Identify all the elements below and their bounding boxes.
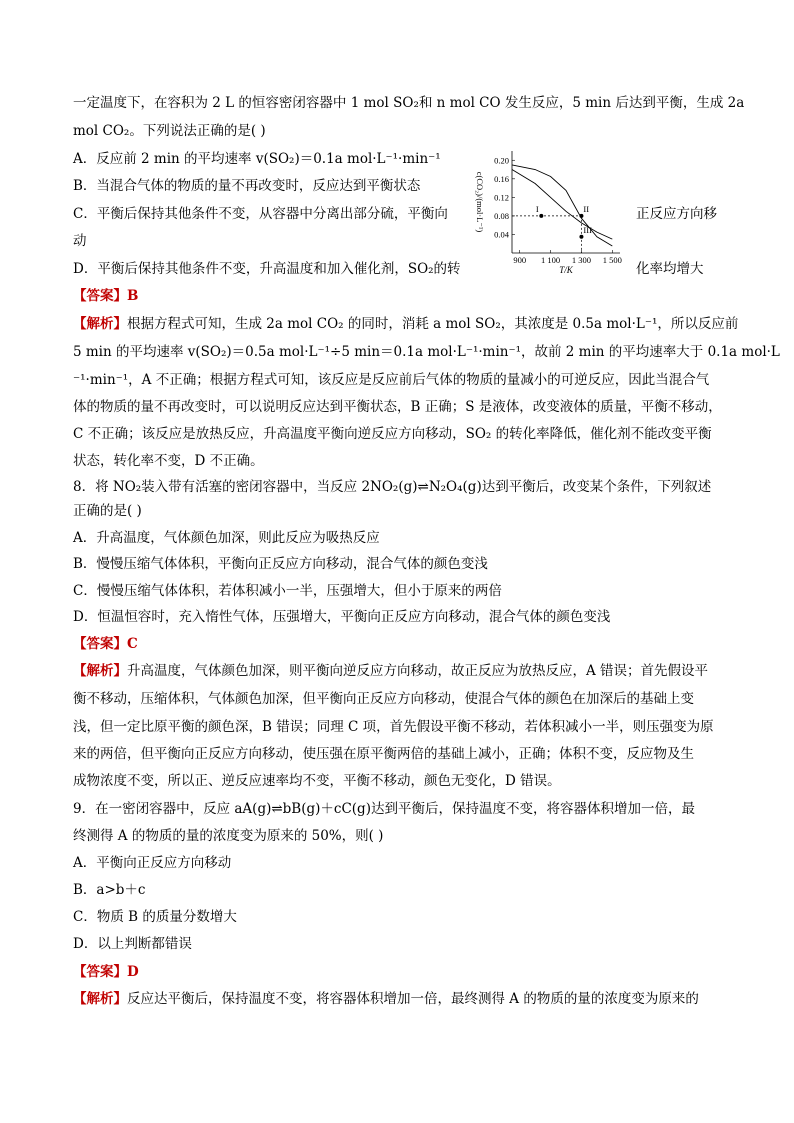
x-tick-label: 1 500 — [602, 255, 622, 265]
q7-option-b: B．当混合气体的物质的量不再改变时，反应达到平衡状态 — [73, 178, 421, 194]
series-line-1 — [512, 165, 612, 246]
y-tick-label: 0.16 — [494, 173, 509, 184]
answer-label: 【答案】 — [73, 288, 127, 304]
q8-stem-line-1: 8．将 NO₂装入带有活塞的密闭容器中，当反应 2NO₂(g)⇌N₂O₄(g)达到平衡后，改变某个条件，下列叙述 — [73, 479, 712, 495]
point-label: I — [535, 203, 539, 214]
q7-analysis-line-1 — [73, 313, 738, 335]
analysis-label: 【解析】 — [73, 991, 127, 1007]
q7-analysis-line-2: 5 min 的平均速率 v(SO₂)＝0.5a mol·L⁻¹÷5 min＝0.1a mol·L⁻¹·min⁻¹，故前 2 min 的平均速率大于 0.1a mol·L — [73, 344, 780, 360]
analysis-text: 反应达平衡后，保持温度不变，将容器体积增加一倍，最终测得 A 的物质的量的浓度变为原来的 — [127, 991, 699, 1007]
analysis-label: 【解析】 — [73, 663, 127, 679]
point-marker-I — [539, 214, 543, 218]
point-marker-III — [579, 235, 583, 239]
q8-analysis-line-3: 浅，但一定比原平衡的颜色深，B 错误；同理 C 项，首先假设平衡不移动，若体积减小一半，则压强变为原 — [73, 719, 714, 735]
q7-option-c-line-2: 动 — [73, 233, 87, 249]
q7-option-d-line-1: D．平衡后保持其他条件不变，升高温度和加入催化剂，SO₂的转 — [73, 261, 461, 277]
answer-label: 【答案】 — [73, 636, 127, 652]
q9-stem-line-2: 终测得 A 的物质的量的浓度变为原来的 50%，则( ) — [73, 828, 384, 844]
q7-option-c-line-1: C．平衡后保持其他条件不变，从容器中分离出部分硫，平衡向 — [73, 206, 448, 222]
q8-analysis-line-5: 成物浓度不变，所以正、逆反应速率均不变，平衡不移动，颜色无变化，D 错误。 — [73, 773, 561, 789]
q9-option-b: B．a>b＋c — [73, 882, 146, 898]
q7-answer-row — [73, 285, 138, 307]
answer-label: 【答案】 — [73, 964, 127, 980]
x-tick-label: 1 300 — [571, 255, 591, 265]
y-tick-label: 0.08 — [494, 210, 509, 221]
x-axis-label: T/K — [559, 265, 573, 275]
q9-answer-row — [73, 961, 139, 983]
q7-stem-line-2: mol CO₂。下列说法正确的是( ) — [73, 123, 266, 139]
q7-analysis-line-3: ⁻¹·min⁻¹，A 不正确；根据方程式可知，该反应是反应前后气体的物质的量减小的可逆反应，因此当混合气 — [73, 372, 710, 388]
point-label: II — [583, 203, 590, 214]
x-tick-label: 1 100 — [541, 255, 561, 265]
answer-value: C — [127, 636, 138, 652]
q7-analysis-line-4: 体的物质的量不再改变时，可以说明反应达到平衡状态，B 正确；S 是液体，改变液体的质量，平衡不移动， — [73, 399, 722, 415]
q9-stem-line-1: 9．在一密闭容器中，反应 aA(g)⇌bB(g)＋cC(g)达到平衡后，保持温度不变，将容器体积增加一倍，最 — [73, 801, 695, 817]
analysis-label: 【解析】 — [73, 316, 127, 332]
answer-value: B — [127, 288, 139, 304]
point-label: III — [583, 224, 592, 235]
q7-option-a: A．反应前 2 min 的平均速率 v(SO₂)＝0.1a mol·L⁻¹·min⁻¹ — [73, 151, 441, 167]
q8-stem-line-2: 正确的是( ) — [73, 503, 142, 519]
q7-option-d-right: 化率均增大 — [636, 261, 704, 277]
x-tick-label: 900 — [513, 255, 527, 265]
q9-option-c: C．物质 B 的质量分数增大 — [73, 909, 237, 925]
q7-analysis-line-5: C 不正确；该反应是放热反应，升高温度平衡向逆反应方向移动，SO₂ 的转化率降低，催化剂不能改变平衡 — [73, 426, 712, 442]
q7-option-c-right: 正反应方向移 — [636, 206, 717, 222]
q8-analysis-line-1 — [73, 660, 708, 682]
y-tick-label: 0.04 — [494, 229, 509, 240]
point-marker-II — [579, 214, 583, 218]
q9-analysis-line-1 — [73, 988, 699, 1010]
y-axis-label: c(CO₂)/(mol·L⁻¹) — [475, 171, 485, 233]
q8-analysis-line-2: 衡不移动，压缩体积，气体颜色加深，但平衡向正反应方向移动，使混合气体的颜色在加深后的基础上变 — [73, 691, 694, 707]
q8-option-b: B．慢慢压缩气体体积，平衡向正反应方向移动，混合气体的颜色变浅 — [73, 556, 488, 572]
q8-option-c: C．慢慢压缩气体体积，若体积减小一半，压强增大，但小于原来的两倍 — [73, 583, 502, 599]
q8-answer-row — [73, 633, 138, 655]
y-tick-label: 0.12 — [494, 192, 509, 203]
q7-analysis-line-6: 状态，转化率不变，D 不正确。 — [73, 453, 264, 469]
analysis-text: 根据方程式可知，生成 2a mol CO₂ 的同时，消耗 a mol SO₂，其浓度是 0.5a mol·L⁻¹，所以反应前 — [127, 316, 739, 332]
q8-option-a: A．升高温度，气体颜色加深，则此反应为吸热反应 — [73, 530, 380, 546]
q7-stem-line-1: 一定温度下，在容积为 2 L 的恒容密闭容器中 1 mol SO₂和 n mol CO 发生反应，5 min 后达到平衡，生成 2a — [73, 95, 745, 111]
q8-option-d: D．恒温恒容时，充入惰性气体，压强增大，平衡向正反应方向移动，混合气体的颜色变浅 — [73, 609, 611, 625]
q9-option-d: D．以上判断都错误 — [73, 936, 192, 952]
concentration-temperature-chart — [468, 143, 630, 278]
analysis-text: 升高温度，气体颜色加深，则平衡向逆反应方向移动，故正反应为放热反应，A 错误；首先假设平 — [127, 663, 709, 679]
q8-analysis-line-4: 来的两倍，但平衡向正反应方向移动，使压强在原平衡两倍的基础上减小，正确；体积不变，反应物及生 — [73, 746, 694, 762]
q9-option-a: A．平衡向正反应方向移动 — [73, 855, 232, 871]
series-line-2 — [512, 170, 612, 240]
answer-value: D — [127, 964, 139, 980]
y-tick-label: 0.20 — [494, 155, 509, 166]
